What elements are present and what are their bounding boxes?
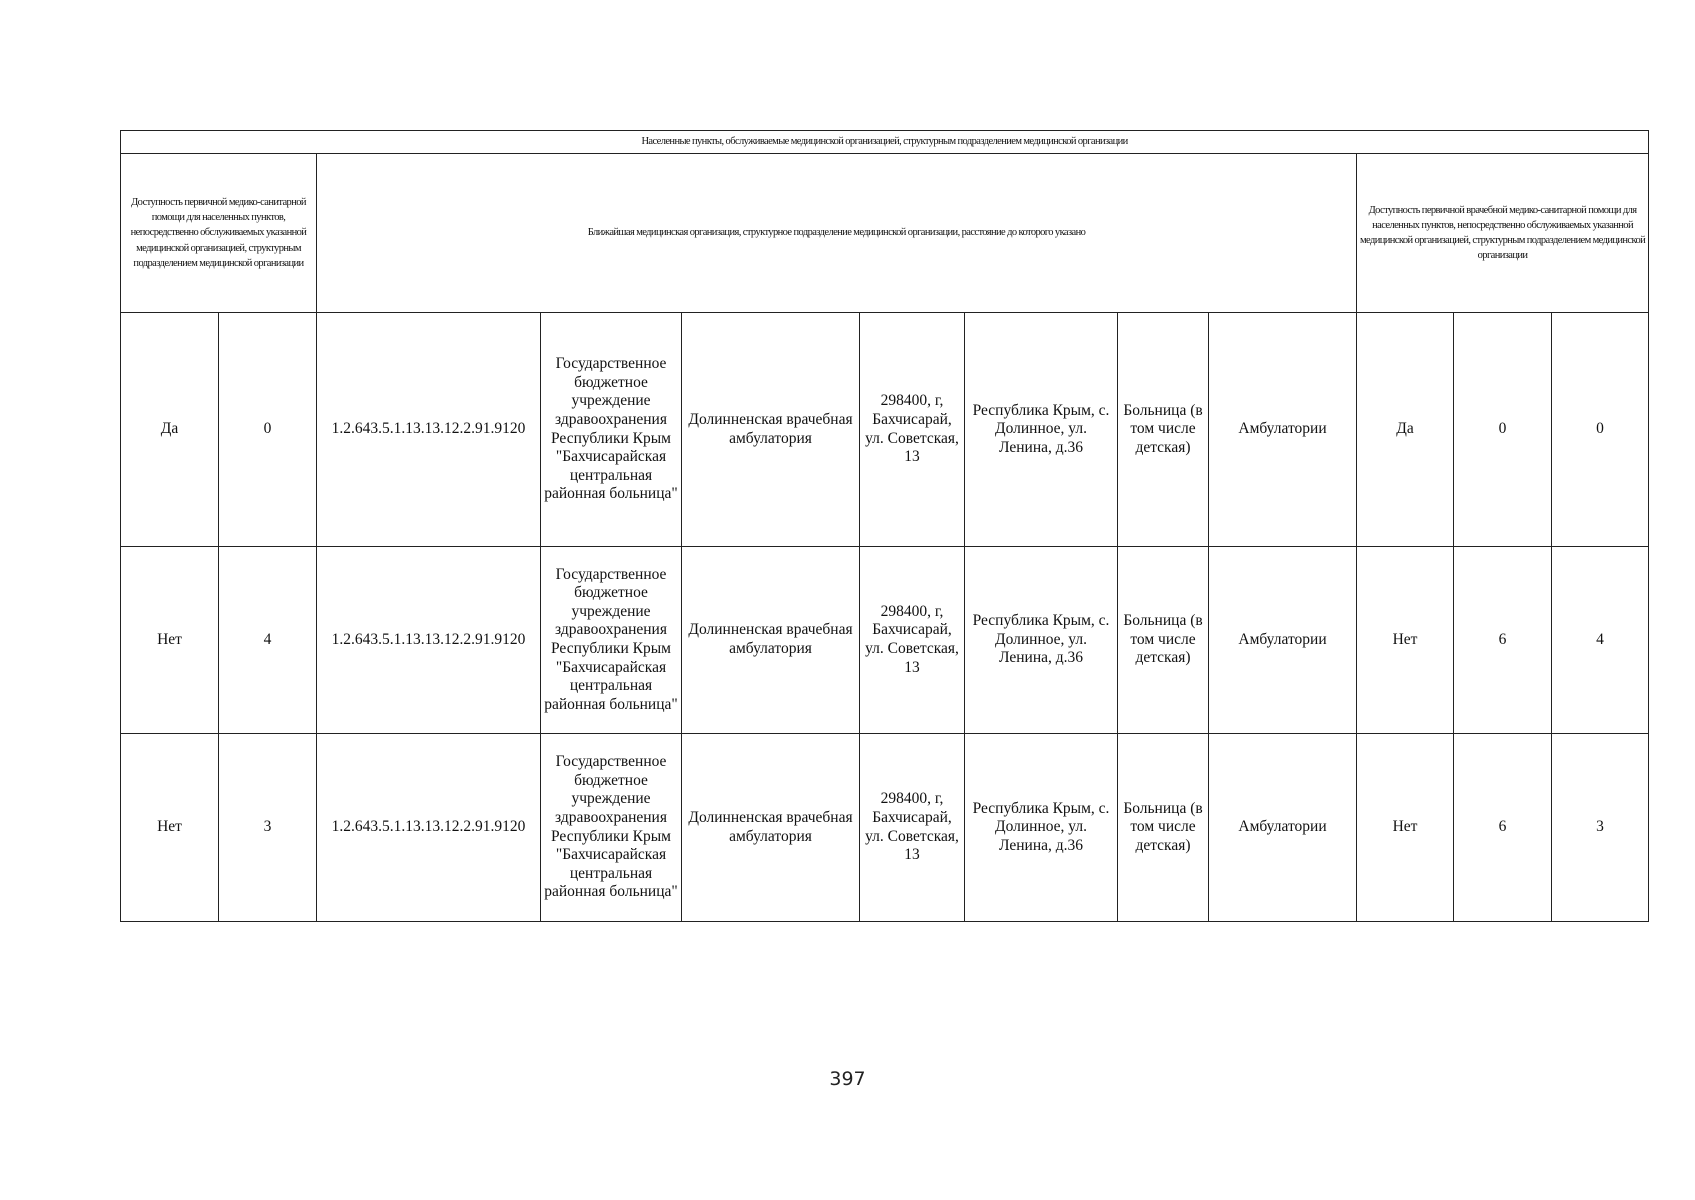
unit-type-cell: Амбулатории [1209,313,1357,547]
header-primary-care-availability: Доступность первичной медико-санитарной помощи для населенных пунктов, непосредственно обслуживаемых указанной медицинской организацией, структурным подразделением медицинской организации [121,154,317,313]
actual-address-cell: Республика Крым, с. Долинное, ул. Ленина, д.36 [965,313,1118,547]
value-a-cell: 6 [1454,734,1552,922]
oid-cell: 1.2.643.5.1.13.13.12.2.91.9120 [317,547,541,734]
legal-address-cell: 298400, г, Бахчисарай, ул. Советская, 13 [860,547,965,734]
unit-type-cell: Амбулатории [1209,547,1357,734]
organization-cell: Государственное бюджетное учреждение здравоохранения Республики Крым "Бахчисарайская центральная районная больница" [541,734,682,922]
distance-cell: 0 [219,313,317,547]
legal-address-cell: 298400, г, Бахчисарай, ул. Советская, 13 [860,313,965,547]
org-type-cell: Больница (в том числе детская) [1118,734,1209,922]
unit-name-cell: Долинненская врачебная амбулатория [682,313,860,547]
distance-cell: 3 [219,734,317,922]
organization-cell: Государственное бюджетное учреждение здравоохранения Республики Крым "Бахчисарайская центральная районная больница" [541,313,682,547]
availability-cell: Нет [121,734,219,922]
table-title: Населенные пункты, обслуживаемые медицинской организацией, структурным подразделением медицинской организации [121,131,1649,154]
header-nearest-organization: Ближайшая медицинская организация, структурное подразделение медицинской организации, расстояние до которого указано [317,154,1357,313]
legal-address-cell: 298400, г, Бахчисарай, ул. Советская, 13 [860,734,965,922]
oid-cell: 1.2.643.5.1.13.13.12.2.91.9120 [317,313,541,547]
doctor-availability-cell: Нет [1357,547,1454,734]
availability-cell: Да [121,313,219,547]
table-row [121,547,1649,734]
value-b-cell: 4 [1552,547,1649,734]
doctor-availability-cell: Нет [1357,734,1454,922]
unit-name-cell: Долинненская врачебная амбулатория [682,547,860,734]
doctor-availability-cell: Да [1357,313,1454,547]
value-a-cell: 0 [1454,313,1552,547]
table-row [121,313,1649,547]
unit-name-cell: Долинненская врачебная амбулатория [682,734,860,922]
table-row [121,734,1649,922]
oid-cell: 1.2.643.5.1.13.13.12.2.91.9120 [317,734,541,922]
value-b-cell: 3 [1552,734,1649,922]
availability-cell: Нет [121,547,219,734]
page-number: 397 [829,1068,866,1090]
table-title-row [121,131,1649,154]
data-table-container [120,130,1648,922]
actual-address-cell: Республика Крым, с. Долинное, ул. Ленина, д.36 [965,547,1118,734]
value-a-cell: 6 [1454,547,1552,734]
value-b-cell: 0 [1552,313,1649,547]
header-doctor-care-availability: Доступность первичной врачебной медико-санитарной помощи для населенных пунктов, непосредственно обслуживаемых указанной медицинской организацией, структурным подразделением медицинской организации [1357,154,1649,313]
table-header-row [121,154,1649,313]
organization-cell: Государственное бюджетное учреждение здравоохранения Республики Крым "Бахчисарайская центральная районная больница" [541,547,682,734]
unit-type-cell: Амбулатории [1209,734,1357,922]
org-type-cell: Больница (в том числе детская) [1118,313,1209,547]
actual-address-cell: Республика Крым, с. Долинное, ул. Ленина, д.36 [965,734,1118,922]
org-type-cell: Больница (в том числе детская) [1118,547,1209,734]
settlements-table [120,130,1649,922]
distance-cell: 4 [219,547,317,734]
